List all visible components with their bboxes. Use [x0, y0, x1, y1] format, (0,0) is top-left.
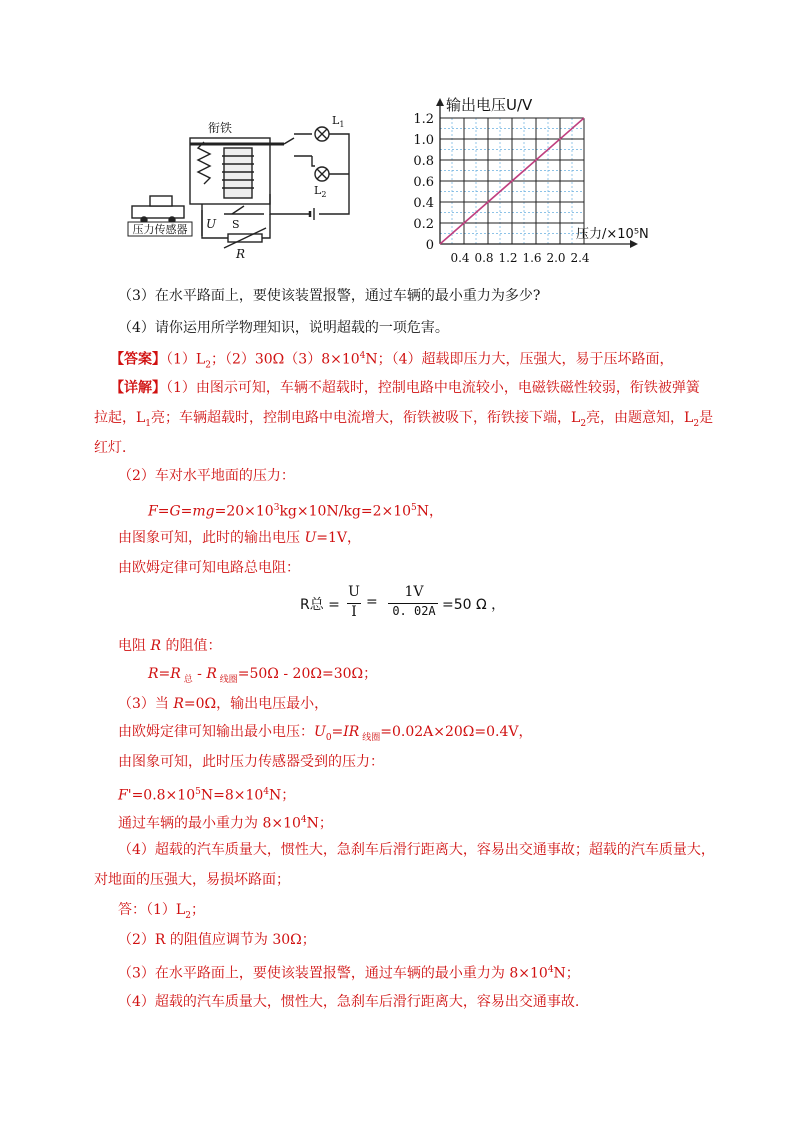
detail-line-3: 红灯． [94, 440, 136, 456]
x-tick-label: 2.0 [546, 251, 566, 265]
y-tick-label: 0.8 [413, 154, 434, 169]
y-tick-label: 0.4 [413, 196, 434, 211]
question-4: （4）请你运用所学物理知识，说明超载的一项危害。 [118, 320, 449, 336]
equation-force: $F=G=mg=20\times 10^3kg\times 10N/kg=2\times 10^5N$， [148, 503, 444, 520]
y-tick-label: 0 [425, 238, 434, 253]
l1-label: $L_1$ [332, 114, 345, 129]
frac-lhs: R总 = [300, 597, 340, 613]
y-tick-label: 0.2 [413, 217, 434, 232]
part-4-line-2: 对地面的压强大，易损坏路面； [94, 872, 290, 888]
frac-den-1: I [351, 604, 357, 620]
y-tick-label: 1.2 [413, 112, 434, 127]
voltage-pressure-chart [400, 94, 649, 265]
x-tick-label: 1.6 [522, 251, 542, 265]
resistor-r-line: 电阻 R 的阻值： [118, 638, 222, 654]
part-4-line-1: （4）超载的汽车质量大，惯性大，急刹车后滑行距离大，容易出交通事故；超载的汽车质量大， [118, 842, 715, 858]
summary-2: （2）R 的阻值应调节为 30Ω； [118, 932, 316, 948]
frac-den-2: 0. 02A [392, 604, 436, 618]
resistor-label: R [236, 247, 246, 261]
ohm-total-line: 由欧姆定律可知电路总电阻： [118, 560, 300, 576]
x-tick-label: 1.2 [498, 251, 518, 265]
part-3-line: （3）当 R=0Ω，输出电压最小， [118, 696, 329, 712]
equation-f-prime: $F'=0.8\times 10^5N=8\times 10^4N$； [118, 787, 296, 804]
frac-result: =50 Ω ， [442, 597, 506, 613]
switch-label: S [232, 218, 240, 231]
summary-4: （4）超载的汽车质量大，惯性大，急刹车后滑行距离大，容易出交通事故. [118, 994, 580, 1010]
y-tick-label: 1.0 [413, 133, 434, 148]
detail-line-1: 【详解】（1）由图示可知，车辆不超载时，控制电路中电流较小，电磁铁磁性较弱，衔铁被弹簧 [110, 380, 700, 396]
part-2-title: （2）车对水平地面的压力： [118, 468, 295, 484]
min-gravity-line: 通过车辆的最小重力为 $8\times 10^4N$； [118, 815, 333, 832]
frac-eq: = [366, 594, 378, 610]
frac-num-2: 1V [404, 584, 424, 600]
relay-circuit-diagram [124, 112, 364, 262]
y-tick-label: 0.6 [413, 175, 434, 190]
graph-voltage-line: 由图象可知，此时的输出电压 U=1V， [118, 530, 362, 546]
sensor-label: 压力传感器 [132, 223, 188, 236]
voltage-label: U [206, 217, 217, 231]
x-axis-label: 压力/×10⁵N [576, 227, 649, 242]
armature-label: 衔铁 [207, 121, 233, 135]
summary-3: （3）在水平路面上，要使该装置报警，通过车辆的最小重力为 $8\times 10^4N$； [118, 965, 580, 982]
question-3: （3）在水平路面上，要使该装置报警，通过车辆的最小重力为多少? [118, 288, 541, 304]
ohm-min-line: 由欧姆定律可知输出最小电压：$U_0=IR$ $_{线圈}$=0.02A×20Ω=0.4V， [118, 724, 533, 743]
graph-force-line: 由图象可知，此时压力传感器受到的压力： [118, 754, 384, 770]
x-tick-label: 0.8 [474, 251, 494, 265]
x-tick-label: 0.4 [450, 251, 470, 265]
frac-num-1: U [348, 584, 360, 600]
y-axis-label: 输出电压U/V [446, 96, 533, 114]
x-tick-label: 2.4 [570, 251, 590, 265]
detail-line-2: 拉起，$L_1$亮；车辆超载时，控制电路中电流增大，衔铁被吸下，衔铁接下端，$L_2$亮，由题意知，$L_2$是 [94, 410, 714, 429]
equation-r: R=R $_总$ - R $_{线圈}$=50Ω - 20Ω=30Ω； [148, 666, 378, 685]
l2-label: $L_2$ [314, 184, 327, 199]
summary-1: 答：$(1)L_2$； [118, 902, 205, 921]
answer-line: 【答案】$(1)L_2$；$(2)30\Omega(3)8\times 10^4N$；（4）超载即压力大，压强大，易于压坏路面， [110, 351, 674, 371]
y-axis-arrow [436, 98, 444, 106]
